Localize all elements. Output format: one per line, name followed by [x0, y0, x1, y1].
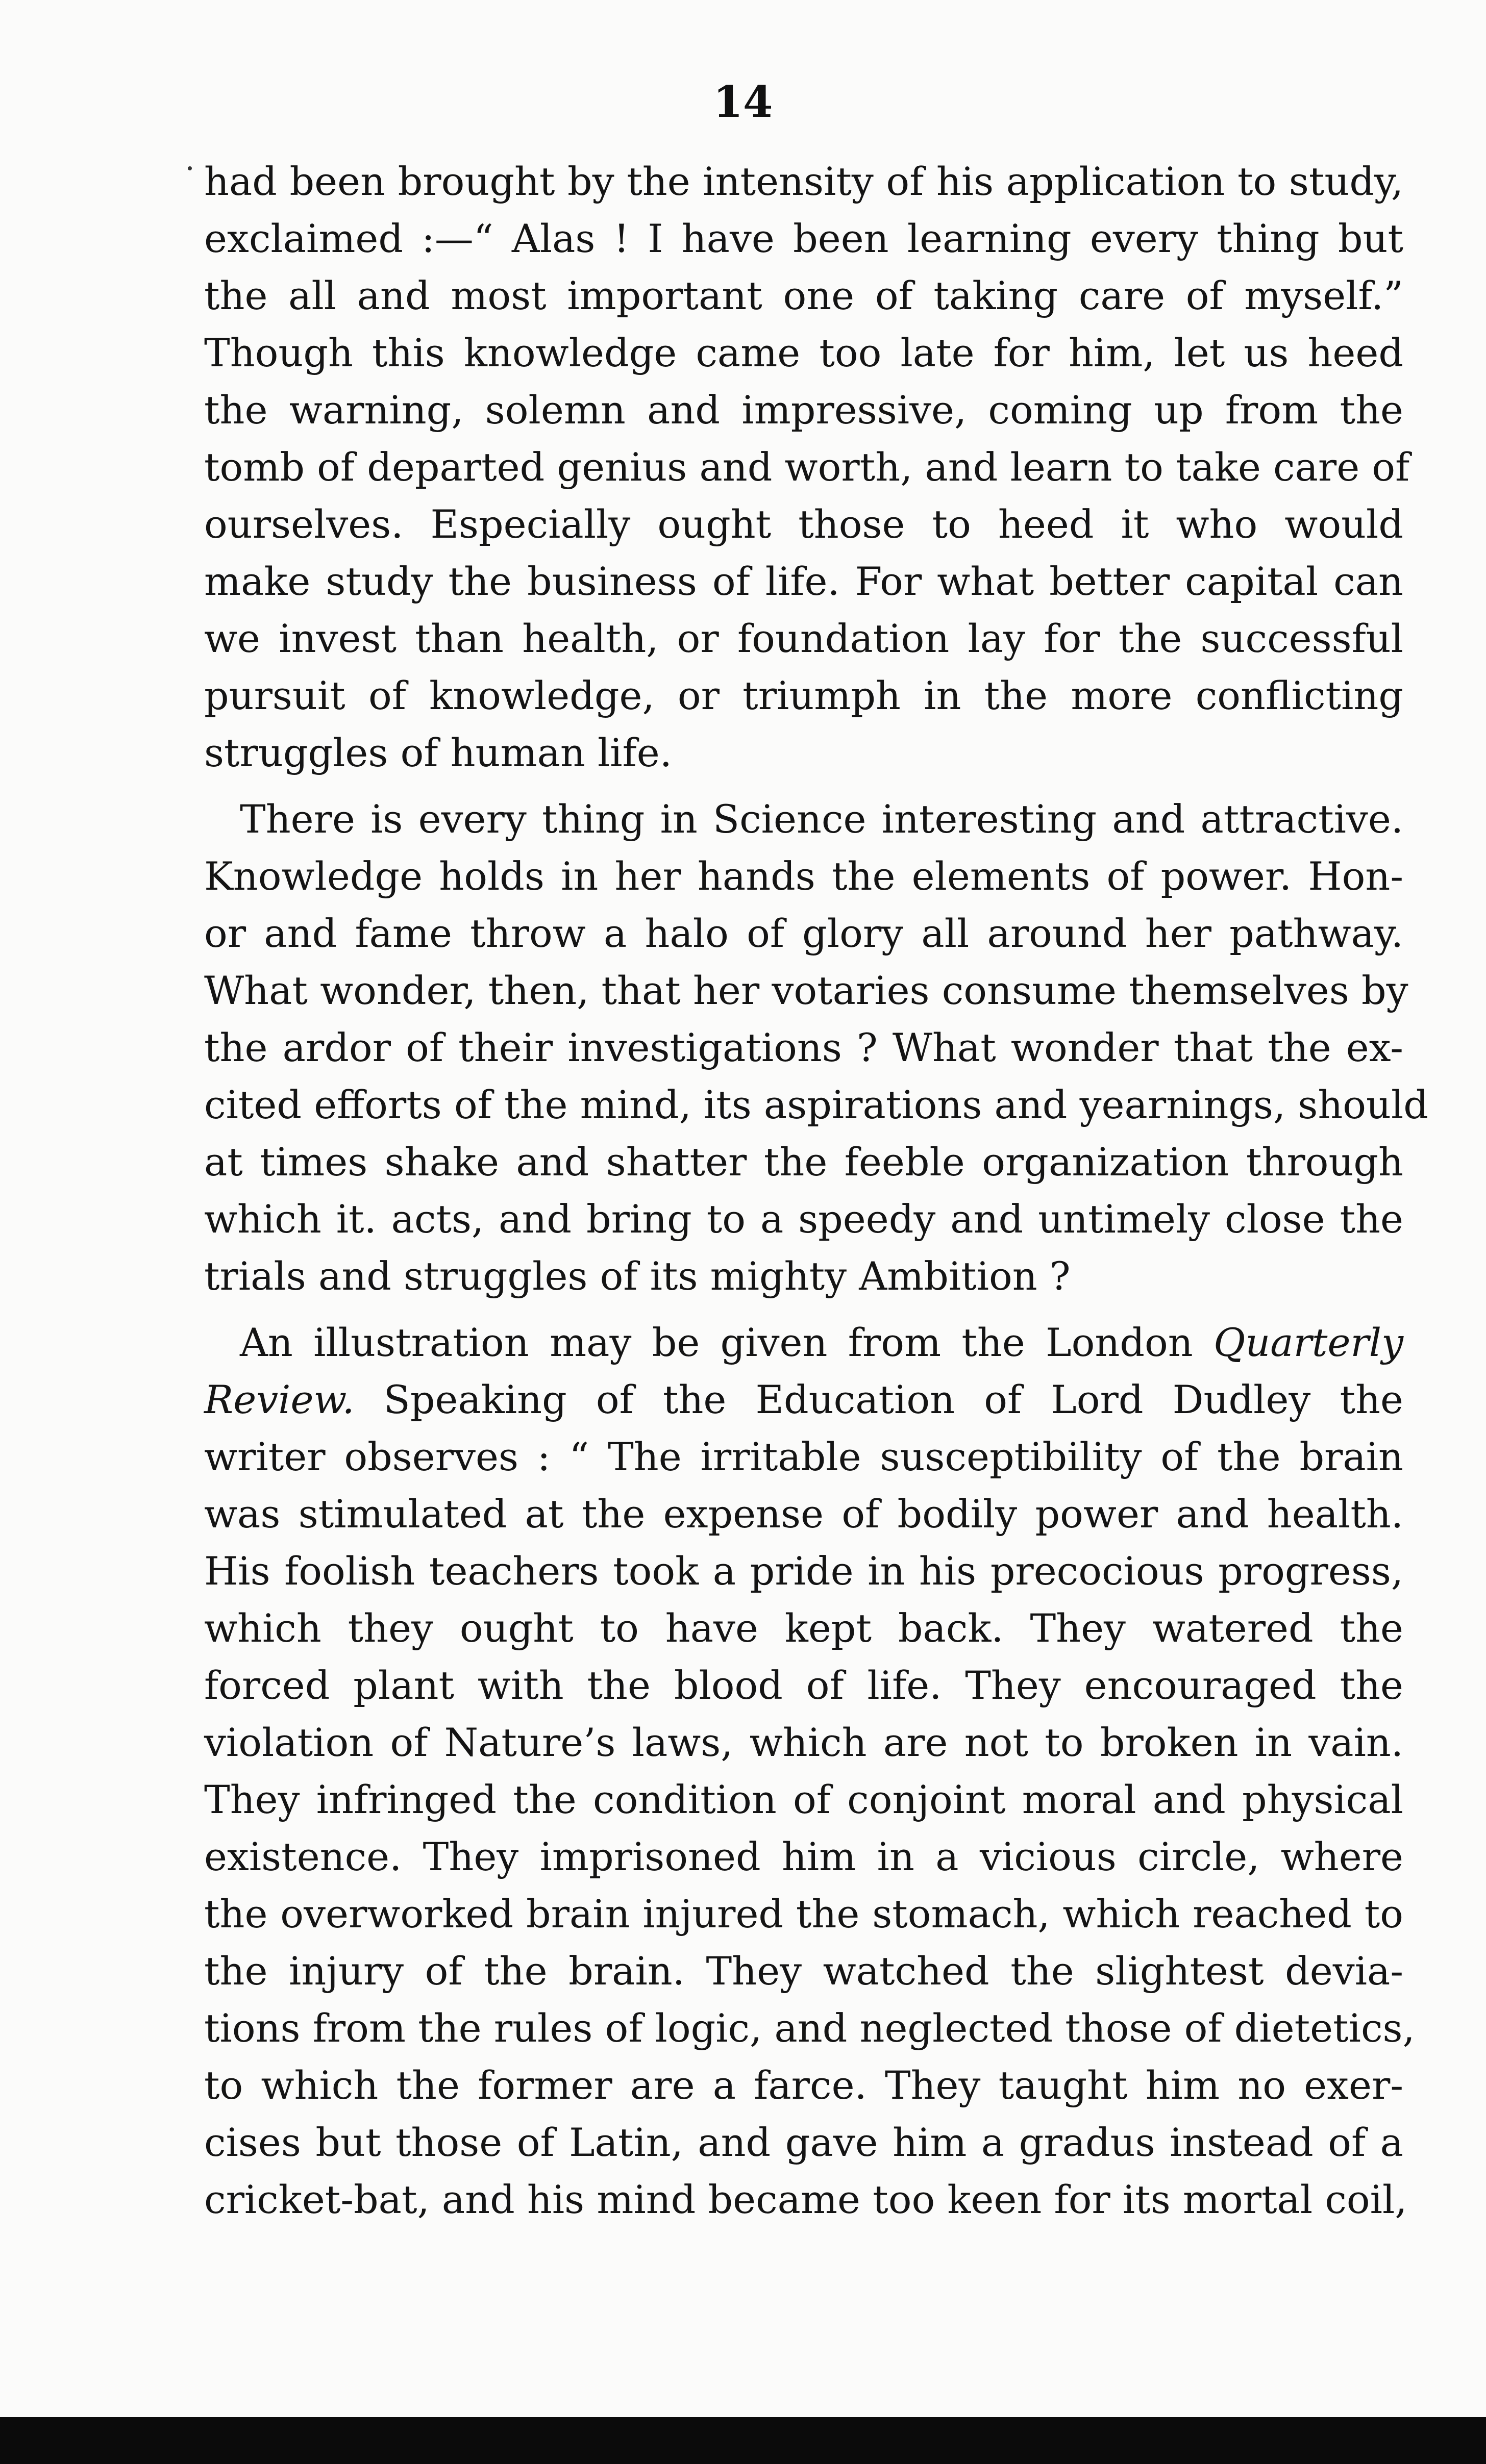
- italic-title: Review.: [204, 1377, 355, 1422]
- body-text: [204, 153, 1428, 2228]
- text-line: existence. They imprisoned him in a vicious circle, where: [204, 1834, 1403, 1879]
- text-line: tions from the rules of logic, and neglected those of dietetics,: [204, 2005, 1415, 2051]
- text-line: [204, 1314, 1403, 1371]
- text-line: forced plant with the blood of life. They encouraged the: [204, 1663, 1403, 1708]
- text-line: make study the business of life. For what better capital can: [204, 559, 1403, 604]
- text-line: we invest than health, or foundation lay for the successful: [204, 616, 1403, 661]
- text-line: pursuit of knowledge, or triumph in the more conflicting: [204, 673, 1403, 718]
- text-line: cited efforts of the mind, its aspirations and yearnings, should: [204, 1082, 1428, 1127]
- text-line: cises but those of Latin, and gave him a gradus instead of a: [204, 2120, 1403, 2165]
- text-line: exclaimed :—“ Alas ! I have been learning every thing but: [204, 216, 1403, 261]
- text-line: to which the former are a farce. They taught him no exer-: [204, 2063, 1403, 2108]
- text-line: Though this knowledge came too late for him, let us heed: [204, 330, 1403, 375]
- page-number: 14: [713, 77, 773, 127]
- text-line: the warning, solemn and impressive, coming up from the: [204, 387, 1403, 433]
- text-line: which it. acts, and bring to a speedy and untimely close the: [204, 1196, 1403, 1242]
- text-line: Knowledge holds in her hands the elements of power. Hon-: [204, 853, 1403, 899]
- text-line: was stimulated at the expense of bodily power and health.: [204, 1491, 1403, 1537]
- text-line: What wonder, then, that her votaries consume themselves by: [204, 968, 1408, 1013]
- text-line: at times shake and shatter the feeble organization through: [204, 1139, 1403, 1185]
- text-line: writer observes : “ The irritable susceptibility of the brain: [204, 1434, 1403, 1479]
- paragraph-gap: [204, 1305, 1403, 1314]
- text-line: which they ought to have kept back. They watered the: [204, 1605, 1403, 1651]
- italic-title: Quarterly: [1213, 1320, 1403, 1365]
- text-line: or and fame throw a halo of glory all around her pathway.: [204, 911, 1403, 956]
- text-line: There is every thing in Science interesting and attractive.: [240, 796, 1403, 842]
- text-line: the ardor of their investigations ? What wonder that the ex-: [204, 1025, 1403, 1070]
- text-line: His foolish teachers took a pride in his precocious progress,: [204, 1548, 1403, 1594]
- text-line: had been brought by the intensity of his application to study,: [204, 159, 1403, 204]
- text-line: tomb of departed genius and worth, and learn to take care of: [204, 444, 1410, 490]
- scan-edge-band: [0, 2417, 1486, 2464]
- text-run: An illustration may be given from the London: [240, 1320, 1214, 1365]
- text-run: Speaking of the Education of Lord Dudley the: [354, 1377, 1403, 1422]
- paragraph-1: [204, 153, 1410, 782]
- text-line: the overworked brain injured the stomach, which reached to: [204, 1891, 1403, 1937]
- paragraph-3: [204, 1314, 1415, 2228]
- ink-speck: [188, 166, 192, 170]
- paragraph-2: [204, 791, 1428, 1305]
- text-line: cricket-bat, and his mind became too keen for its mortal coil,: [204, 2177, 1407, 2222]
- text-line: ourselves. Especially ought those to heed it who would: [204, 501, 1403, 547]
- text-line: struggles of human life.: [204, 730, 672, 775]
- text-line: the injury of the brain. They watched the slightest devia-: [204, 1948, 1403, 1994]
- text-line: They infringed the condition of conjoint moral and physical: [204, 1777, 1403, 1822]
- text-line: trials and struggles of its mighty Ambition ?: [204, 1253, 1071, 1299]
- text-line: the all and most important one of taking care of myself.”: [204, 273, 1403, 318]
- text-line: [204, 1371, 1403, 1428]
- paragraph-gap: [204, 782, 1403, 791]
- text-line: violation of Nature’s laws, which are not to broken in vain.: [204, 1720, 1403, 1765]
